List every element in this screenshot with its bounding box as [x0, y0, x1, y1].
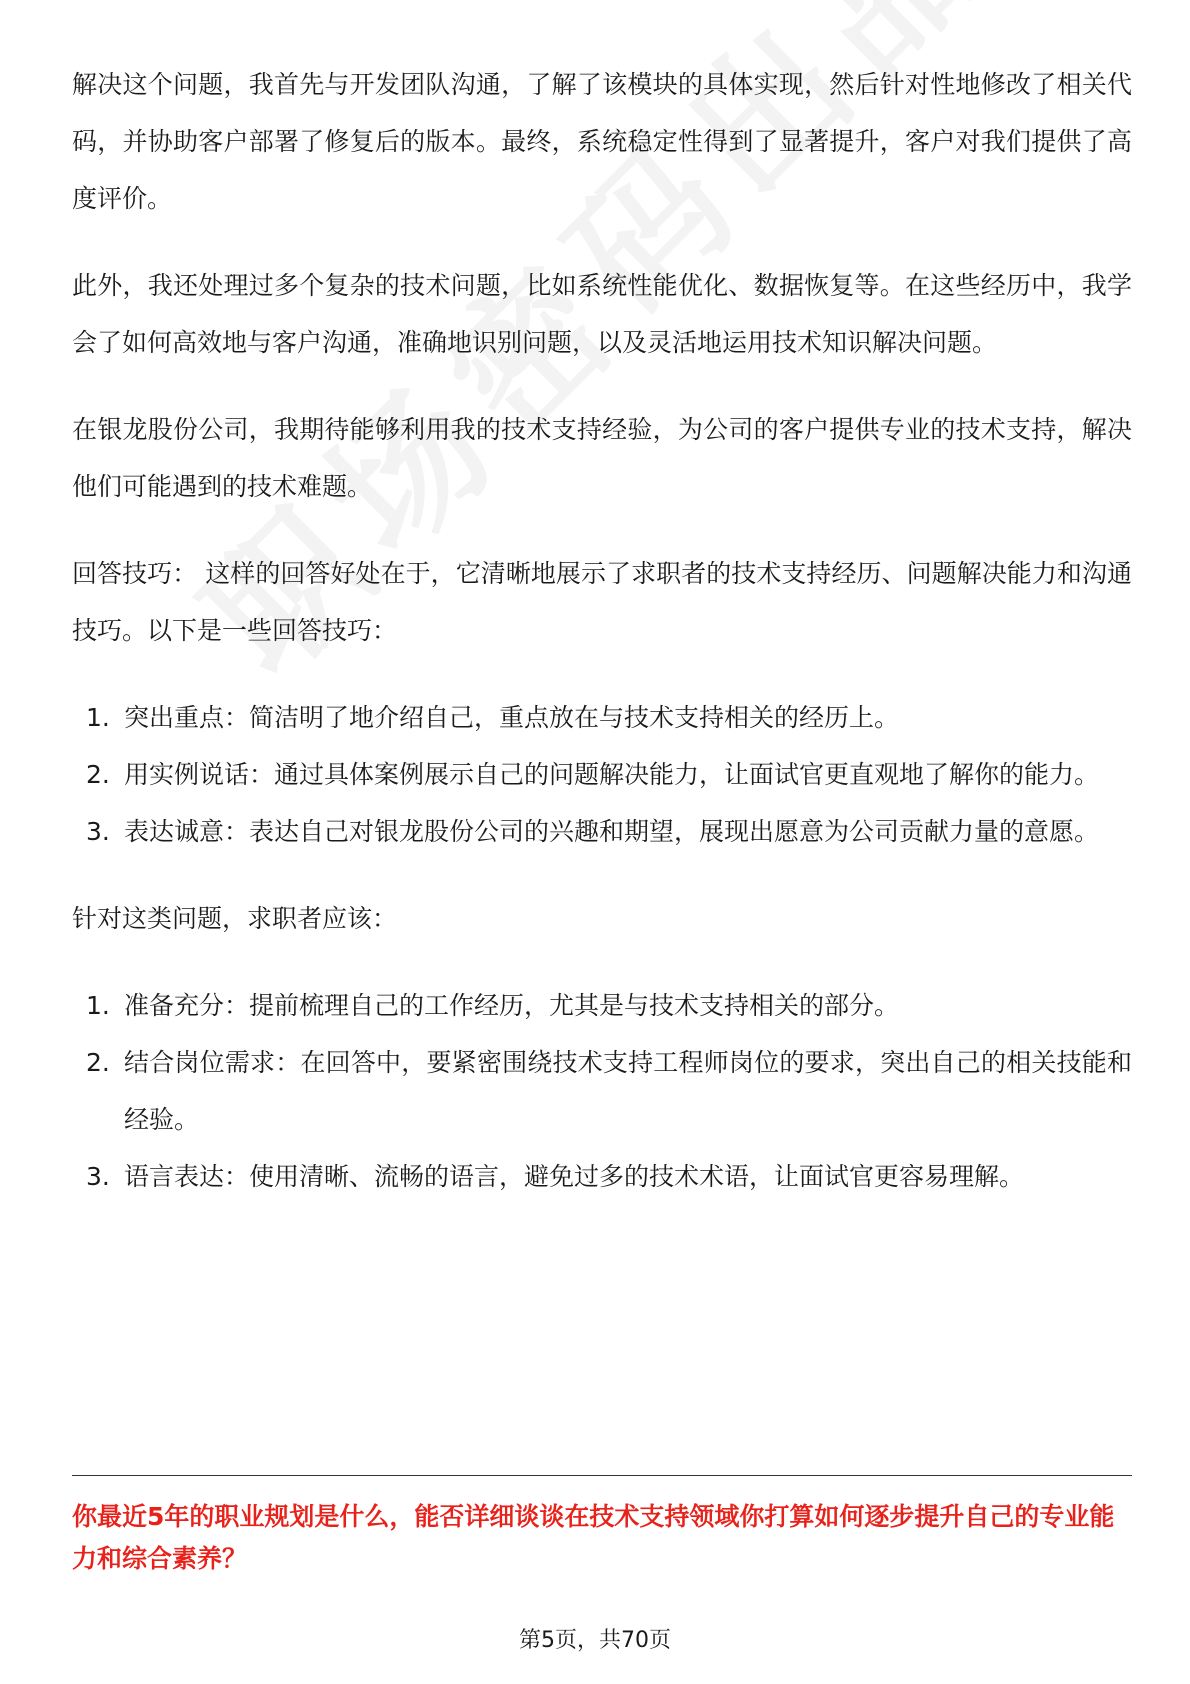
list-item — [72, 1034, 1132, 1148]
list-item-text: 准备充分：提前梳理自己的工作经历，尤其是与技术支持相关的部分。 — [124, 991, 900, 1020]
list-item — [72, 1148, 1132, 1205]
tips-list — [72, 689, 1132, 860]
section-divider — [72, 1475, 1132, 1476]
advice-intro: 针对这类问题，求职者应该： — [72, 904, 398, 933]
list-number: 1. — [86, 703, 110, 732]
list-item-text: 结合岗位需求：在回答中，要紧密围绕技术支持工程师岗位的要求，突出自己的相关技能和经验。 — [124, 1048, 1132, 1134]
list-number: 3. — [86, 817, 110, 846]
answer-tips-intro: 回答技巧： 这样的回答好处在于，它清晰地展示了求职者的技术支持经历、问题解决能力和沟通技巧。以下是一些回答技巧： — [72, 559, 1132, 645]
list-number: 3. — [86, 1162, 110, 1191]
list-number: 2. — [86, 760, 110, 789]
list-item — [72, 689, 1132, 746]
paragraph: 解决这个问题，我首先与开发团队沟通，了解了该模块的具体实现，然后针对性地修改了相关代码，并协助客户部署了修复后的版本。最终，系统稳定性得到了显著提升，客户对我们提供了高度评价。 — [72, 70, 1132, 213]
list-item-text: 表达诚意：表达自己对银龙股份公司的兴趣和期望，展现出愿意为公司贡献力量的意愿。 — [124, 817, 1100, 846]
list-item — [72, 803, 1132, 860]
list-item-text: 突出重点：简洁明了地介绍自己，重点放在与技术支持相关的经历上。 — [124, 703, 900, 732]
list-item-text: 用实例说话：通过具体案例展示自己的问题解决能力，让面试官更直观地了解你的能力。 — [124, 760, 1100, 789]
list-item — [72, 746, 1132, 803]
list-item — [72, 977, 1132, 1034]
advice-list — [72, 977, 1132, 1205]
list-item-text: 语言表达：使用清晰、流畅的语言，避免过多的技术术语，让面试官更容易理解。 — [124, 1162, 1025, 1191]
page-content — [72, 56, 1132, 1235]
next-question-heading: 你最近5年的职业规划是什么，能否详细谈谈在技术支持领域你打算如何逐步提升自己的专业能力和综合素养？ — [72, 1502, 1115, 1573]
list-number: 1. — [86, 991, 110, 1020]
paragraph: 此外，我还处理过多个复杂的技术问题，比如系统性能优化、数据恢复等。在这些经历中，我学会了如何高效地与客户沟通，准确地识别问题，以及灵活地运用技术知识解决问题。 — [72, 271, 1132, 357]
page-footer: 第5页，共70页 — [519, 1628, 671, 1653]
list-number: 2. — [86, 1048, 110, 1077]
paragraph: 在银龙股份公司，我期待能够利用我的技术支持经验，为公司的客户提供专业的技术支持，解决他们可能遇到的技术难题。 — [72, 415, 1132, 501]
